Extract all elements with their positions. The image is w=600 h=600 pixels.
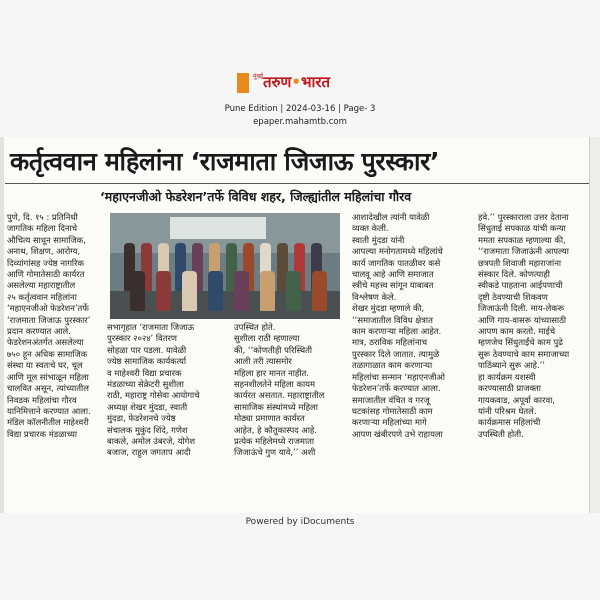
- article-line: व्यक्त केली.: [352, 223, 389, 234]
- article-line: आणि गोमातेसाठी कार्यरत: [7, 269, 85, 280]
- article-line: हवे.’’ पुरस्काराला उत्तर देताना: [478, 212, 569, 222]
- article-column-1: [7, 212, 105, 440]
- article-line: मात्र, ठराविक महिलांनाच: [352, 337, 428, 348]
- article-line: पुरस्कार २०२४’ वितरण: [107, 333, 177, 344]
- article-line: करण्यासाठी प्राजक्ता: [478, 383, 541, 394]
- article-line: आणि गाय-वासरू यांच्यासाठी: [478, 314, 567, 325]
- article-column-2: [107, 322, 225, 459]
- clip-edge-right: [589, 137, 600, 513]
- article-line: सहनशीलतेने महिला कायम: [234, 379, 315, 390]
- article-line: काम करणाऱ्या महिला आहेत.: [352, 326, 442, 337]
- headline-rule: [5, 183, 593, 184]
- article-line: संस्कार दिले. कोणत्याही: [478, 269, 550, 280]
- article-line: ममता सपकाळ म्हणाल्या की,: [478, 234, 566, 245]
- article-line: मंडिल कॉलनीतील माहेश्वरी: [7, 417, 89, 428]
- article-line: अध्यक्ष शेखर मुंदडा, स्वाती: [107, 401, 188, 412]
- article-line: मंडळाच्या सेक्रेटरी सुशीला: [107, 379, 184, 390]
- article-line: आली तरी त्यासमोर: [234, 356, 292, 367]
- article-headline: कर्तृत्ववान महिलांना ‘राजमाता जिजाऊ पुरस्कार’: [10, 147, 440, 176]
- article-line: उपस्थित होते.: [234, 322, 276, 332]
- article-line: निवडक महिलांचा गौरव: [7, 394, 77, 405]
- article-line: ज्येष्ठ सामाजिक कार्यकर्त्या: [107, 356, 187, 367]
- article-line: बजाज, राहुल जगताप आदी: [107, 447, 191, 458]
- news-clipping: [0, 137, 600, 513]
- article-column-3: [234, 322, 342, 459]
- article-line: यानिमित्ताने करण्यात आला.: [7, 405, 91, 416]
- article-line: महिला हार मानत नाहीत.: [234, 367, 309, 378]
- article-line: चालवित असून, त्यांच्यातील: [7, 383, 89, 394]
- logo-small-text: मुंबई: [253, 73, 263, 80]
- article-line: असलेल्या महाराष्ट्रातील: [7, 280, 76, 291]
- article-line: जिजाऊंचे गुण यावे,’’ अशी: [234, 447, 316, 458]
- article-line: यांनी परिश्रम घेतले.: [478, 405, 537, 416]
- article-line: २५ कर्तृत्ववान महिलांना: [7, 291, 77, 302]
- photo-person: [182, 271, 197, 311]
- article-line: पाठिंब्याने सुरू आहे.’’: [478, 360, 545, 371]
- article-line: औचित्य साधून सामाजिक,: [7, 234, 86, 245]
- article-line: कार्य जागतिक पातळीवर कसे: [352, 257, 441, 268]
- logo-part1: तरुण: [263, 73, 292, 91]
- article-line: छत्रपती शिवाजी महाराजांना: [478, 257, 562, 268]
- tarun-bharat-logo: [237, 72, 365, 94]
- article-line: प्रत्येक महिलेमध्ये राजमाता: [234, 436, 315, 447]
- article-line: सामाजिक संस्थांमध्ये महिला: [234, 401, 318, 412]
- article-line: सुशीला राठी म्हणाल्या: [234, 333, 300, 344]
- article-line: पुणे, दि. १५ : प्रतिनिधी: [7, 212, 78, 222]
- article-line: आपण काम करतो. माईचे: [478, 326, 556, 337]
- article-line: संचालक मुकुंद शिंदे, गणेश: [107, 424, 188, 435]
- photo-person: [130, 271, 145, 311]
- article-line: तळागाळात काम करणाऱ्या: [352, 360, 433, 371]
- article-line: चालवू आहे आणि समाजात: [352, 269, 434, 280]
- logo-part2: भारत: [300, 73, 331, 91]
- powered-by-footer[interactable]: Powered by iDocuments: [245, 517, 355, 527]
- article-line: जिजाऊंनी दिली. माय-लेकरू: [478, 303, 565, 314]
- article-column-5: [478, 212, 594, 440]
- photo-person: [208, 271, 223, 311]
- article-line: ‘‘राजमाता जिजाऊंनी आपल्या: [478, 246, 569, 257]
- article-line: स्वीकडे पाहताना आईपणाची: [478, 280, 563, 291]
- article-line: दिव्यांगांसह ज्येष्ठ नागरिक: [7, 257, 84, 268]
- article-line: राठी, महाराष्ट्र गोसेवा आयोगाचे: [107, 390, 200, 401]
- article-line: आपण खंबीरपणे उभे राहायला: [352, 428, 443, 439]
- article-line: म्हणजेच सिंधुताईंचे काम पुढे: [478, 337, 563, 348]
- article-line: हा कार्यक्रम यशस्वी: [478, 371, 536, 382]
- edition-line: Pune Edition | 2024-03-16 | Page- 3: [224, 104, 376, 114]
- article-line: स्त्रीचे महत्त्व सांगून याबाबत: [352, 280, 434, 291]
- article-line: व माहेश्वरी विद्या प्रचारक: [107, 367, 182, 378]
- logo-badge-icon: [237, 73, 249, 93]
- article-line: आपल्या मनोगतामध्ये महिलांचे: [352, 246, 443, 257]
- article-line: घटकांसह गोमातेसाठी काम: [352, 405, 433, 416]
- photo-person: [156, 271, 171, 311]
- article-line: समाजातील वंचित व गरजू: [352, 394, 430, 405]
- article-line: उपस्थिती होती.: [478, 428, 524, 439]
- article-line: ७५० हून अधिक सामाजिक: [7, 348, 88, 359]
- article-line: करणाऱ्या महिलांच्या मागे: [352, 417, 427, 428]
- article-line: फेडरेशनअंतर्गत असलेल्या: [7, 337, 84, 348]
- article-line: सोहळा पार पडला. यावेळी: [107, 344, 187, 355]
- article-line: सुरू ठेवण्याचे काम समाजाच्या: [478, 348, 570, 359]
- article-line: फेडरेशन’तर्फे करण्यात आला.: [352, 383, 441, 394]
- article-line: दृष्टी ठेवण्याची शिकवण: [478, 291, 548, 302]
- logo-separator: •: [291, 73, 301, 91]
- article-line: महिलांचा सन्मान ‘महाएनजीओ: [352, 371, 445, 382]
- event-photo: [110, 213, 340, 319]
- article-line: ‘राजमाता जिजाऊ पुरस्कार’: [7, 314, 91, 325]
- article-line: आहेत, हे कौतुकास्पद आहे.: [234, 424, 317, 435]
- logo-wordmark: [263, 72, 330, 92]
- article-line: विद्या प्रचारक मंडळाच्या: [7, 428, 78, 439]
- clip-edge-left: [0, 137, 4, 513]
- article-subheadline: ‘महाएनजीओ फेडरेशन’तर्फे विविध शहर, जिल्ह्यांतील महिलांचा गौरव: [100, 189, 412, 204]
- article-line: शेखर मुंदडा म्हणाले की,: [352, 303, 425, 314]
- photo-banner: [170, 217, 266, 239]
- article-column-4: [352, 212, 470, 440]
- article-line: बाकले, अमोल उंबरजे, योगेश: [107, 436, 196, 447]
- article-line: संस्था या स्वतःचे घर, चूल: [7, 360, 83, 371]
- article-line: ‘‘समाजातील विविध क्षेत्रात: [352, 314, 433, 325]
- article-line: अनाथ, शिक्षण, आरोग्य,: [7, 246, 81, 257]
- photo-person: [234, 271, 249, 311]
- article-line: विश्लेषण केले.: [352, 291, 397, 302]
- photo-person: [286, 271, 301, 311]
- article-line: कार्यक्रमास महिलांची: [478, 417, 541, 428]
- article-line: कार्यरत असतात. महाराष्ट्रातील: [234, 390, 325, 401]
- article-line: सिंधुताई सपकाळ यांची कन्या: [478, 223, 566, 234]
- article-line: स्वाती मुंदडा यांनी: [352, 234, 405, 245]
- article-line: ‘महाएनजीओ फेडरेशन’तर्फे: [7, 303, 89, 314]
- article-line: आशादेखील त्यांनी यावेळी: [352, 212, 430, 222]
- article-line: गायकवाड, अपूर्वा कारवा,: [478, 394, 555, 405]
- article-line: मुंदडा, फेडरेशनचे ज्येष्ठ: [107, 413, 176, 424]
- article-line: की, ‘‘कोणतीही परिस्थिती: [234, 344, 313, 355]
- article-line: जागतिक महिला दिनाचे: [7, 223, 78, 234]
- article-line: मोठ्या प्रमाणात कार्यरत: [234, 413, 305, 424]
- photo-person: [260, 271, 275, 311]
- article-line: प्रदान करण्यात आले.: [7, 326, 71, 337]
- article-line: पुरस्कार दिले जातात. त्यामुळे: [352, 348, 440, 359]
- photo-person: [312, 271, 327, 311]
- article-line: सभागृहात ‘राजमाता जिजाऊ: [107, 322, 195, 332]
- article-line: आणि मूल सांभाळून महिला: [7, 371, 89, 382]
- epaper-url[interactable]: epaper.mahamtb.com: [253, 117, 347, 127]
